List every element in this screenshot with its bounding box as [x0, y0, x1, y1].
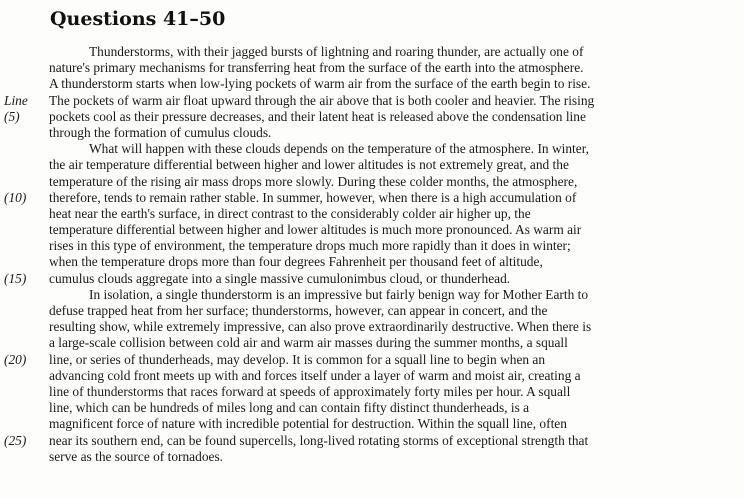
line-text: line, or series of thunderheads, may develop. It is common for a squall line to begin when an [49, 351, 546, 367]
passage-line [0, 254, 744, 270]
passage-line [0, 238, 744, 254]
passage-line [0, 222, 744, 238]
line-text: a large-scale collision between cold air and warm air masses during the summer months, a squall [49, 335, 568, 351]
line-text: cumulus clouds aggregate into a single massive cumulonimbus cloud, or thunderhead. [49, 270, 511, 286]
passage-line [0, 319, 744, 335]
line-text: resulting show, while extremely impressive, can also prove extraordinarily destructive. When there is [49, 319, 592, 335]
line-number: (5) [4, 108, 20, 124]
reading-passage [0, 44, 744, 465]
line-text: rises in this type of environment, the temperature drops much more rapidly than it does in winter; [49, 238, 571, 254]
line-text: What will happen with these clouds depends on the temperature of the atmosphere. In winter, [89, 141, 589, 157]
passage-line [0, 76, 744, 92]
line-text: magnificent force of nature with incredible potential for destruction. Within the squall line, often [49, 416, 567, 432]
line-number: (15) [4, 270, 27, 286]
line-number: Line [4, 92, 28, 108]
passage-line [0, 352, 744, 368]
passage-line [0, 206, 744, 222]
line-text: defuse trapped heat from her surface; thunderstorms, however, can appear in concert, and the [49, 303, 548, 318]
line-text: serve as the source of tornadoes. [49, 448, 224, 464]
passage-line [0, 271, 744, 287]
line-text: through the formation of cumulus clouds. [49, 124, 272, 140]
line-text: temperature differential between higher and lower altitudes is much more pronounced. As warm air [49, 222, 582, 238]
passage-line [0, 60, 744, 76]
line-number: (25) [4, 432, 27, 448]
line-text: therefore, tends to remain rather stable. In summer, however, when there is a high accumulation of [49, 189, 577, 205]
passage-line [0, 174, 744, 190]
line-text: In isolation, a single thunderstorm is an impressive but fairly benign way for Mother Earth to [89, 286, 589, 302]
passage-line [0, 141, 744, 157]
line-number: (10) [4, 189, 27, 205]
line-text: Thunderstorms, with their jagged bursts of lightning and roaring thunder, are actually one of [89, 44, 584, 59]
line-text: near its southern end, can be found supercells, long-lived rotating storms of exceptional strength that [49, 432, 589, 448]
line-text: when the temperature drops more than four degrees Fahrenheit per thousand feet of altitude, [49, 254, 543, 270]
line-text: temperature of the rising air mass drops more slowly. During these colder months, the atmosphere, [49, 173, 578, 189]
line-number: (20) [4, 351, 27, 367]
line-text: advancing cold front meets up with and forces itself under a layer of warm and moist air, creating a [49, 367, 581, 383]
passage-line [0, 109, 744, 125]
passage-line [0, 44, 744, 60]
line-text: line, which can be hundreds of miles long and can contain fifty distinct thunderheads, is a [49, 400, 530, 416]
passage-line [0, 384, 744, 400]
passage-line [0, 368, 744, 384]
passage-line [0, 416, 744, 432]
line-text: pockets cool as their pressure decreases, and their latent heat is released above the condensation line [49, 108, 586, 124]
passage-line [0, 335, 744, 351]
passage-line [0, 449, 744, 465]
passage-line [0, 400, 744, 416]
passage-line [0, 303, 744, 319]
line-text: A thunderstorm starts when low-lying pockets of warm air from the surface of the earth begin to rise. [49, 76, 591, 92]
line-text: nature's primary mechanisms for transferring heat from the surface of the earth into the atmosphere. [49, 60, 584, 76]
line-text: the air temperature differential between higher and lower altitudes is not extremely great, and the [49, 157, 569, 173]
passage-line [0, 433, 744, 449]
line-text: line of thunderstorms that races forward at speeds of approximately forty miles per hour. A squall [49, 383, 571, 399]
passage-line [0, 125, 744, 141]
passage-line [0, 190, 744, 206]
questions-heading: Questions 41–50 [50, 8, 226, 30]
passage-line [0, 287, 744, 303]
passage-line [0, 93, 744, 109]
passage-line [0, 157, 744, 173]
line-text: heat near the earth's surface, in direct contrast to the considerably colder air higher up, the [49, 205, 531, 221]
line-text: The pockets of warm air float upward through the air above that is both cooler and heavier. The rising [49, 92, 595, 108]
